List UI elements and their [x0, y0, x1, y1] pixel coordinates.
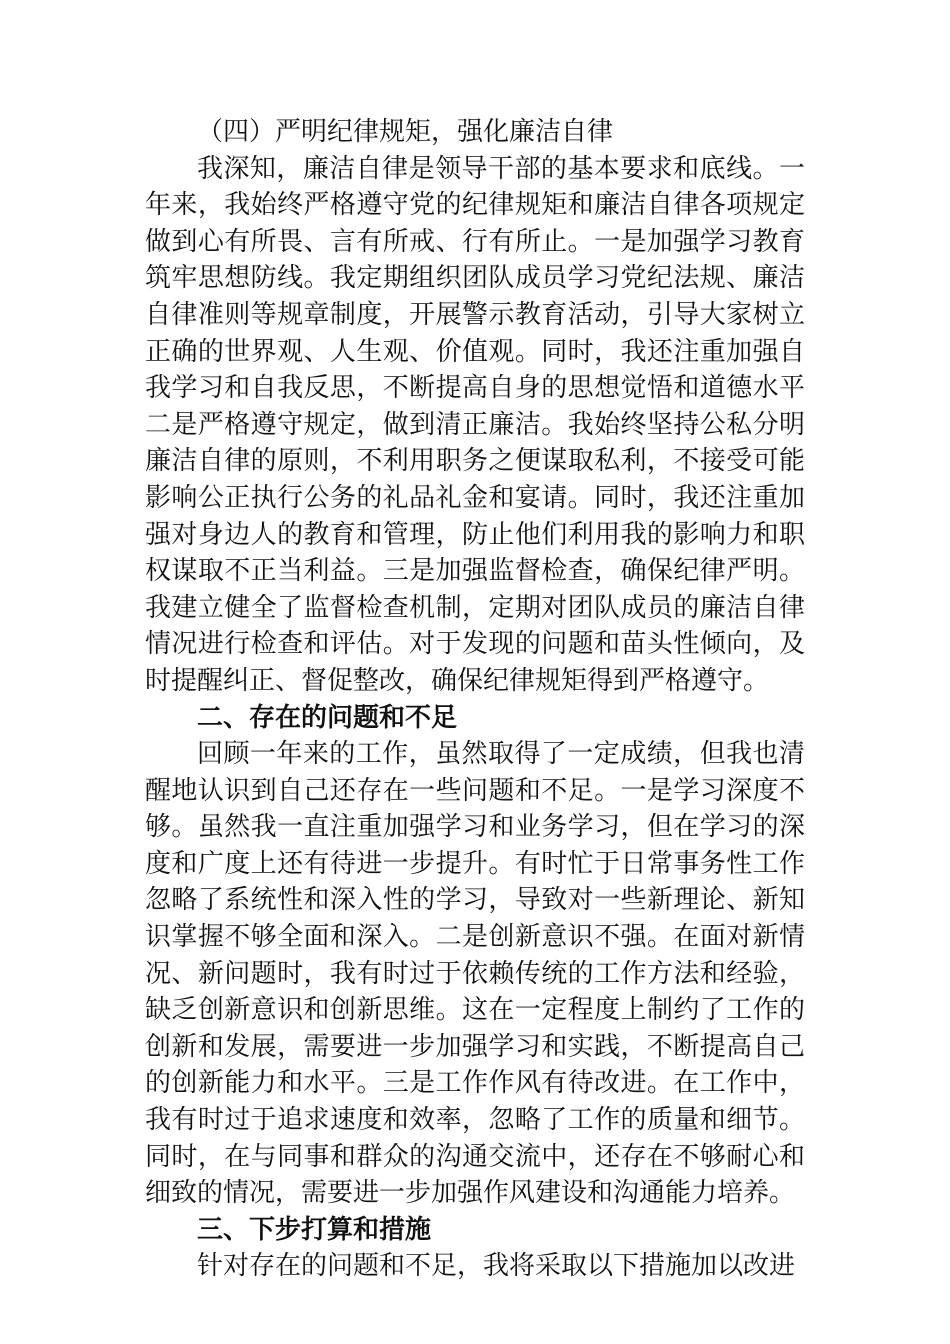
paragraph-line: 影响公正执行公务的礼品礼金和宴请。同时，我还注重加 [145, 482, 805, 513]
paragraph-line: 情况进行检查和评估。对于发现的问题和苗头性倾向，及 [145, 629, 805, 660]
paragraph-line: 够。虽然我一直注重加强学习和业务学习，但在学习的深 [145, 812, 805, 843]
paragraph-line: 自律准则等规章制度，开展警示教育活动，引导大家树立 [145, 299, 805, 330]
paragraph-line: 度和广度上还有待进一步提升。有时忙于日常事务性工作 [145, 848, 805, 879]
section-three-paragraph [145, 1248, 805, 1285]
paragraph-line: 细致的情况，需要进一步加强作风建设和沟通能力培养。 [145, 1178, 796, 1209]
paragraph-line: 的创新能力和水平。三是工作作风有待改进。在工作中， [145, 1068, 805, 1099]
section-four-heading: （四）严明纪律规矩，强化廉洁自律 [197, 117, 614, 147]
paragraph-line: 做到心有所畏、言有所戒、行有所止。一是加强学习教育 [145, 226, 805, 257]
paragraph-line: 况、新问题时，我有时过于依赖传统的工作方法和经验， [145, 958, 805, 989]
paragraph-line: 我有时过于追求速度和效率，忽略了工作的质量和细节。 [145, 1105, 805, 1136]
paragraph-line: 强对身边人的教育和管理，防止他们利用我的影响力和职 [145, 519, 805, 550]
paragraph-line: 二是严格遵守规定，做到清正廉洁。我始终坚持公私分明 [145, 409, 805, 440]
paragraph-line: 我建立健全了监督检查机制，定期对团队成员的廉洁自律 [145, 592, 805, 623]
paragraph-line: 年来，我始终严格遵守党的纪律规矩和廉洁自律各项规定 [145, 190, 805, 221]
section-two-paragraph [145, 736, 805, 1212]
paragraph-line: 创新和发展，需要进一步加强学习和实践，不断提高自己 [145, 1031, 805, 1062]
section-two-heading: 二、存在的问题和不足 [197, 702, 458, 733]
paragraph-line: 忽略了系统性和深入性的学习，导致对一些新理论、新知 [145, 885, 805, 916]
paragraph-line: 醒地认识到自己还存在一些问题和不足。一是学习深度不 [145, 775, 805, 806]
section-four-paragraph [145, 151, 805, 700]
paragraph-line: 识掌握不够全面和深入。二是创新意识不强。在面对新情 [145, 922, 805, 953]
paragraph-line: 筑牢思想防线。我定期组织团队成员学习党纪法规、廉洁 [145, 263, 805, 294]
paragraph-line: 同时，在与同事和群众的沟通交流中，还存在不够耐心和 [145, 1141, 805, 1172]
paragraph-line: 时提醒纠正、督促整改，确保纪律规矩得到严格遵守。 [145, 665, 770, 696]
document-page [145, 114, 805, 1285]
paragraph-line: 我深知，廉洁自律是领导干部的基本要求和底线。一 [197, 153, 805, 184]
paragraph-line: 我学习和自我反思，不断提高自身的思想觉悟和道德水平 [145, 373, 805, 404]
paragraph-line: 缺乏创新意识和创新思维。这在一定程度上制约了工作的 [145, 995, 805, 1026]
paragraph-line: 针对存在的问题和不足，我将采取以下措施加以改进 [197, 1251, 796, 1282]
paragraph-line: 回顾一年来的工作，虽然取得了一定成绩，但我也清 [197, 739, 805, 770]
paragraph-line: 权谋取不正当利益。三是加强监督检查，确保纪律严明。 [145, 556, 805, 587]
section-three-heading: 三、下步打算和措施 [197, 1214, 432, 1245]
paragraph-line: 正确的世界观、人生观、价值观。同时，我还注重加强自 [145, 336, 805, 367]
paragraph-line: 廉洁自律的原则，不利用职务之便谋取私利，不接受可能 [145, 446, 805, 477]
